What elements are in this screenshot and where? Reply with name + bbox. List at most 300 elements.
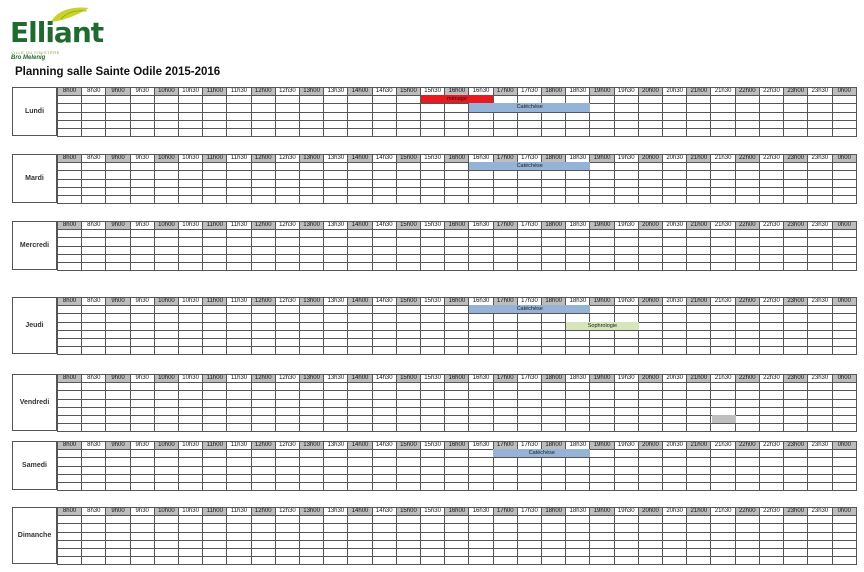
time-slot-cell[interactable] — [275, 262, 299, 270]
time-slot-cell[interactable] — [421, 128, 445, 136]
time-slot-cell[interactable] — [638, 179, 662, 187]
time-slot-cell[interactable] — [445, 246, 469, 254]
time-slot-cell[interactable] — [227, 128, 251, 136]
time-slot-cell[interactable] — [203, 230, 227, 238]
time-slot-cell[interactable] — [154, 482, 178, 490]
time-slot-cell[interactable] — [590, 104, 614, 112]
time-slot-cell[interactable] — [445, 262, 469, 270]
time-slot-cell[interactable] — [638, 450, 662, 458]
time-slot-cell[interactable] — [130, 557, 154, 565]
time-slot-cell[interactable] — [759, 524, 783, 532]
time-slot-cell[interactable] — [203, 482, 227, 490]
time-slot-cell[interactable] — [130, 195, 154, 203]
time-slot-cell[interactable] — [784, 195, 808, 203]
time-slot-cell[interactable] — [663, 466, 687, 474]
time-slot-cell[interactable] — [227, 557, 251, 565]
time-slot-cell[interactable] — [687, 391, 711, 399]
time-slot-cell[interactable] — [808, 128, 832, 136]
time-slot-cell[interactable] — [711, 195, 735, 203]
time-slot-cell[interactable] — [421, 540, 445, 548]
time-slot-cell[interactable] — [832, 415, 857, 423]
time-slot-cell[interactable] — [58, 246, 82, 254]
time-slot-cell[interactable] — [784, 246, 808, 254]
time-slot-cell[interactable] — [542, 524, 566, 532]
time-slot-cell[interactable] — [324, 246, 348, 254]
time-slot-cell[interactable] — [469, 524, 493, 532]
time-slot-cell[interactable] — [638, 314, 662, 322]
time-slot-cell[interactable] — [324, 120, 348, 128]
time-slot-cell[interactable] — [154, 104, 178, 112]
time-slot-cell[interactable] — [590, 466, 614, 474]
time-slot-cell[interactable] — [324, 163, 348, 171]
time-slot-cell[interactable] — [542, 246, 566, 254]
time-slot-cell[interactable] — [421, 322, 445, 330]
time-slot-cell[interactable] — [203, 458, 227, 466]
time-slot-cell[interactable] — [130, 306, 154, 314]
time-slot-cell[interactable] — [82, 407, 106, 415]
booking-event[interactable]: Catéchèse — [469, 305, 590, 313]
time-slot-cell[interactable] — [711, 230, 735, 238]
time-slot-cell[interactable] — [663, 338, 687, 346]
time-slot-cell[interactable] — [130, 112, 154, 120]
time-slot-cell[interactable] — [300, 246, 324, 254]
time-slot-cell[interactable] — [784, 338, 808, 346]
time-slot-cell[interactable] — [759, 466, 783, 474]
time-slot-cell[interactable] — [711, 262, 735, 270]
time-slot-cell[interactable] — [711, 540, 735, 548]
time-slot-cell[interactable] — [832, 306, 857, 314]
time-slot-cell[interactable] — [566, 474, 590, 482]
time-slot-cell[interactable] — [82, 128, 106, 136]
time-slot-cell[interactable] — [735, 391, 759, 399]
time-slot-cell[interactable] — [517, 474, 541, 482]
time-slot-cell[interactable] — [517, 540, 541, 548]
time-slot-cell[interactable] — [517, 347, 541, 355]
time-slot-cell[interactable] — [203, 238, 227, 246]
time-slot-cell[interactable] — [396, 262, 420, 270]
time-slot-cell[interactable] — [542, 120, 566, 128]
time-slot-cell[interactable] — [493, 383, 517, 391]
time-slot-cell[interactable] — [663, 104, 687, 112]
time-slot-cell[interactable] — [711, 557, 735, 565]
time-slot-cell[interactable] — [275, 347, 299, 355]
time-slot-cell[interactable] — [517, 195, 541, 203]
time-slot-cell[interactable] — [179, 532, 203, 540]
time-slot-cell[interactable] — [130, 466, 154, 474]
time-slot-cell[interactable] — [590, 383, 614, 391]
time-slot-cell[interactable] — [227, 516, 251, 524]
time-slot-cell[interactable] — [324, 482, 348, 490]
time-slot-cell[interactable] — [590, 246, 614, 254]
time-slot-cell[interactable] — [275, 466, 299, 474]
time-slot-cell[interactable] — [687, 482, 711, 490]
time-slot-cell[interactable] — [469, 338, 493, 346]
time-slot-cell[interactable] — [58, 516, 82, 524]
time-slot-cell[interactable] — [469, 347, 493, 355]
time-slot-cell[interactable] — [784, 128, 808, 136]
time-slot-cell[interactable] — [421, 262, 445, 270]
time-slot-cell[interactable] — [566, 338, 590, 346]
time-slot-cell[interactable] — [735, 383, 759, 391]
time-slot-cell[interactable] — [590, 540, 614, 548]
time-slot-cell[interactable] — [82, 482, 106, 490]
time-slot-cell[interactable] — [227, 120, 251, 128]
time-slot-cell[interactable] — [179, 254, 203, 262]
time-slot-cell[interactable] — [58, 171, 82, 179]
time-slot-cell[interactable] — [638, 128, 662, 136]
time-slot-cell[interactable] — [154, 195, 178, 203]
time-slot-cell[interactable] — [372, 314, 396, 322]
time-slot-cell[interactable] — [82, 120, 106, 128]
time-slot-cell[interactable] — [251, 120, 275, 128]
time-slot-cell[interactable] — [590, 399, 614, 407]
time-slot-cell[interactable] — [396, 383, 420, 391]
time-slot-cell[interactable] — [808, 399, 832, 407]
time-slot-cell[interactable] — [445, 314, 469, 322]
time-slot-cell[interactable] — [808, 262, 832, 270]
time-slot-cell[interactable] — [227, 238, 251, 246]
time-slot-cell[interactable] — [251, 415, 275, 423]
time-slot-cell[interactable] — [179, 466, 203, 474]
time-slot-cell[interactable] — [251, 96, 275, 104]
time-slot-cell[interactable] — [227, 330, 251, 338]
time-slot-cell[interactable] — [808, 424, 832, 432]
time-slot-cell[interactable] — [179, 399, 203, 407]
time-slot-cell[interactable] — [445, 195, 469, 203]
time-slot-cell[interactable] — [566, 112, 590, 120]
time-slot-cell[interactable] — [687, 548, 711, 556]
time-slot-cell[interactable] — [179, 415, 203, 423]
time-slot-cell[interactable] — [154, 120, 178, 128]
time-slot-cell[interactable] — [517, 171, 541, 179]
time-slot-cell[interactable] — [832, 338, 857, 346]
time-slot-cell[interactable] — [82, 163, 106, 171]
time-slot-cell[interactable] — [58, 163, 82, 171]
time-slot-cell[interactable] — [348, 254, 372, 262]
time-slot-cell[interactable] — [227, 458, 251, 466]
time-slot-cell[interactable] — [808, 195, 832, 203]
time-slot-cell[interactable] — [324, 322, 348, 330]
time-slot-cell[interactable] — [203, 128, 227, 136]
time-slot-cell[interactable] — [614, 474, 638, 482]
time-slot-cell[interactable] — [82, 383, 106, 391]
time-slot-cell[interactable] — [203, 246, 227, 254]
time-slot-cell[interactable] — [348, 415, 372, 423]
time-slot-cell[interactable] — [421, 474, 445, 482]
time-slot-cell[interactable] — [687, 540, 711, 548]
time-slot-cell[interactable] — [638, 306, 662, 314]
time-slot-cell[interactable] — [493, 516, 517, 524]
time-slot-cell[interactable] — [784, 163, 808, 171]
time-slot-cell[interactable] — [687, 246, 711, 254]
time-slot-cell[interactable] — [396, 516, 420, 524]
time-slot-cell[interactable] — [759, 163, 783, 171]
time-slot-cell[interactable] — [106, 450, 130, 458]
time-slot-cell[interactable] — [445, 450, 469, 458]
time-slot-cell[interactable] — [808, 458, 832, 466]
time-slot-cell[interactable] — [396, 171, 420, 179]
time-slot-cell[interactable] — [638, 104, 662, 112]
time-slot-cell[interactable] — [58, 482, 82, 490]
time-slot-cell[interactable] — [832, 314, 857, 322]
time-slot-cell[interactable] — [251, 516, 275, 524]
time-slot-cell[interactable] — [614, 482, 638, 490]
time-slot-cell[interactable] — [275, 407, 299, 415]
time-slot-cell[interactable] — [275, 104, 299, 112]
time-slot-cell[interactable] — [784, 466, 808, 474]
time-slot-cell[interactable] — [663, 171, 687, 179]
time-slot-cell[interactable] — [130, 246, 154, 254]
time-slot-cell[interactable] — [58, 230, 82, 238]
time-slot-cell[interactable] — [275, 187, 299, 195]
time-slot-cell[interactable] — [542, 407, 566, 415]
time-slot-cell[interactable] — [82, 254, 106, 262]
time-slot-cell[interactable] — [58, 524, 82, 532]
time-slot-cell[interactable] — [614, 128, 638, 136]
time-slot-cell[interactable] — [227, 322, 251, 330]
time-slot-cell[interactable] — [82, 230, 106, 238]
time-slot-cell[interactable] — [106, 230, 130, 238]
time-slot-cell[interactable] — [808, 338, 832, 346]
time-slot-cell[interactable] — [300, 187, 324, 195]
time-slot-cell[interactable] — [517, 128, 541, 136]
time-slot-cell[interactable] — [203, 187, 227, 195]
time-slot-cell[interactable] — [638, 415, 662, 423]
time-slot-cell[interactable] — [348, 314, 372, 322]
time-slot-cell[interactable] — [372, 322, 396, 330]
time-slot-cell[interactable] — [227, 540, 251, 548]
time-slot-cell[interactable] — [300, 338, 324, 346]
time-slot-cell[interactable] — [832, 466, 857, 474]
time-slot-cell[interactable] — [275, 314, 299, 322]
time-slot-cell[interactable] — [227, 407, 251, 415]
time-slot-cell[interactable] — [82, 179, 106, 187]
time-slot-cell[interactable] — [663, 254, 687, 262]
time-slot-cell[interactable] — [58, 96, 82, 104]
time-slot-cell[interactable] — [372, 262, 396, 270]
time-slot-cell[interactable] — [203, 474, 227, 482]
time-slot-cell[interactable] — [106, 557, 130, 565]
time-slot-cell[interactable] — [735, 524, 759, 532]
time-slot-cell[interactable] — [396, 187, 420, 195]
time-slot-cell[interactable] — [372, 383, 396, 391]
time-slot-cell[interactable] — [711, 424, 735, 432]
time-slot-cell[interactable] — [58, 548, 82, 556]
time-slot-cell[interactable] — [300, 548, 324, 556]
time-slot-cell[interactable] — [372, 96, 396, 104]
time-slot-cell[interactable] — [421, 391, 445, 399]
time-slot-cell[interactable] — [275, 548, 299, 556]
time-slot-cell[interactable] — [517, 458, 541, 466]
time-slot-cell[interactable] — [130, 96, 154, 104]
time-slot-cell[interactable] — [711, 246, 735, 254]
time-slot-cell[interactable] — [179, 306, 203, 314]
time-slot-cell[interactable] — [421, 347, 445, 355]
time-slot-cell[interactable] — [711, 474, 735, 482]
time-slot-cell[interactable] — [130, 171, 154, 179]
time-slot-cell[interactable] — [832, 163, 857, 171]
time-slot-cell[interactable] — [300, 450, 324, 458]
time-slot-cell[interactable] — [227, 338, 251, 346]
time-slot-cell[interactable] — [735, 466, 759, 474]
time-slot-cell[interactable] — [396, 524, 420, 532]
time-slot-cell[interactable] — [251, 458, 275, 466]
time-slot-cell[interactable] — [784, 171, 808, 179]
time-slot-cell[interactable] — [324, 347, 348, 355]
time-slot-cell[interactable] — [300, 474, 324, 482]
time-slot-cell[interactable] — [469, 516, 493, 524]
time-slot-cell[interactable] — [58, 474, 82, 482]
time-slot-cell[interactable] — [832, 532, 857, 540]
time-slot-cell[interactable] — [445, 383, 469, 391]
time-slot-cell[interactable] — [735, 306, 759, 314]
time-slot-cell[interactable] — [614, 262, 638, 270]
time-slot-cell[interactable] — [638, 474, 662, 482]
time-slot-cell[interactable] — [493, 238, 517, 246]
time-slot-cell[interactable] — [154, 466, 178, 474]
time-slot-cell[interactable] — [251, 128, 275, 136]
time-slot-cell[interactable] — [203, 557, 227, 565]
time-slot-cell[interactable] — [154, 238, 178, 246]
time-slot-cell[interactable] — [82, 548, 106, 556]
time-slot-cell[interactable] — [445, 238, 469, 246]
time-slot-cell[interactable] — [784, 187, 808, 195]
time-slot-cell[interactable] — [396, 548, 420, 556]
time-slot-cell[interactable] — [759, 450, 783, 458]
time-slot-cell[interactable] — [251, 163, 275, 171]
time-slot-cell[interactable] — [614, 254, 638, 262]
time-slot-cell[interactable] — [663, 424, 687, 432]
time-slot-cell[interactable] — [687, 338, 711, 346]
time-slot-cell[interactable] — [493, 415, 517, 423]
time-slot-cell[interactable] — [566, 195, 590, 203]
time-slot-cell[interactable] — [154, 458, 178, 466]
time-slot-cell[interactable] — [808, 96, 832, 104]
time-slot-cell[interactable] — [808, 246, 832, 254]
time-slot-cell[interactable] — [275, 171, 299, 179]
time-slot-cell[interactable] — [687, 262, 711, 270]
time-slot-cell[interactable] — [251, 262, 275, 270]
time-slot-cell[interactable] — [735, 230, 759, 238]
time-slot-cell[interactable] — [421, 330, 445, 338]
time-slot-cell[interactable] — [106, 458, 130, 466]
time-slot-cell[interactable] — [275, 322, 299, 330]
time-slot-cell[interactable] — [227, 466, 251, 474]
time-slot-cell[interactable] — [58, 187, 82, 195]
time-slot-cell[interactable] — [493, 532, 517, 540]
time-slot-cell[interactable] — [445, 424, 469, 432]
time-slot-cell[interactable] — [687, 424, 711, 432]
time-slot-cell[interactable] — [638, 195, 662, 203]
time-slot-cell[interactable] — [275, 540, 299, 548]
time-slot-cell[interactable] — [469, 407, 493, 415]
time-slot-cell[interactable] — [300, 391, 324, 399]
time-slot-cell[interactable] — [324, 330, 348, 338]
booking-event[interactable]: Catéchèse — [469, 103, 590, 111]
time-slot-cell[interactable] — [106, 262, 130, 270]
time-slot-cell[interactable] — [227, 112, 251, 120]
time-slot-cell[interactable] — [832, 540, 857, 548]
time-slot-cell[interactable] — [300, 532, 324, 540]
time-slot-cell[interactable] — [227, 96, 251, 104]
time-slot-cell[interactable] — [300, 262, 324, 270]
time-slot-cell[interactable] — [590, 238, 614, 246]
time-slot-cell[interactable] — [396, 474, 420, 482]
time-slot-cell[interactable] — [469, 383, 493, 391]
time-slot-cell[interactable] — [396, 424, 420, 432]
time-slot-cell[interactable] — [275, 230, 299, 238]
time-slot-cell[interactable] — [614, 466, 638, 474]
time-slot-cell[interactable] — [638, 466, 662, 474]
time-slot-cell[interactable] — [493, 399, 517, 407]
time-slot-cell[interactable] — [784, 557, 808, 565]
time-slot-cell[interactable] — [808, 383, 832, 391]
time-slot-cell[interactable] — [663, 474, 687, 482]
time-slot-cell[interactable] — [832, 187, 857, 195]
time-slot-cell[interactable] — [663, 532, 687, 540]
time-slot-cell[interactable] — [614, 306, 638, 314]
time-slot-cell[interactable] — [469, 128, 493, 136]
time-slot-cell[interactable] — [784, 238, 808, 246]
time-slot-cell[interactable] — [784, 548, 808, 556]
time-slot-cell[interactable] — [251, 171, 275, 179]
time-slot-cell[interactable] — [372, 482, 396, 490]
time-slot-cell[interactable] — [542, 474, 566, 482]
time-slot-cell[interactable] — [735, 407, 759, 415]
time-slot-cell[interactable] — [179, 128, 203, 136]
time-slot-cell[interactable] — [445, 548, 469, 556]
time-slot-cell[interactable] — [130, 314, 154, 322]
time-slot-cell[interactable] — [106, 424, 130, 432]
time-slot-cell[interactable] — [663, 557, 687, 565]
time-slot-cell[interactable] — [203, 120, 227, 128]
time-slot-cell[interactable] — [517, 112, 541, 120]
time-slot-cell[interactable] — [759, 238, 783, 246]
time-slot-cell[interactable] — [227, 230, 251, 238]
time-slot-cell[interactable] — [372, 540, 396, 548]
time-slot-cell[interactable] — [179, 120, 203, 128]
time-slot-cell[interactable] — [711, 179, 735, 187]
time-slot-cell[interactable] — [832, 128, 857, 136]
time-slot-cell[interactable] — [82, 474, 106, 482]
time-slot-cell[interactable] — [421, 120, 445, 128]
time-slot-cell[interactable] — [106, 96, 130, 104]
time-slot-cell[interactable] — [179, 524, 203, 532]
time-slot-cell[interactable] — [421, 383, 445, 391]
time-slot-cell[interactable] — [638, 540, 662, 548]
time-slot-cell[interactable] — [227, 314, 251, 322]
time-slot-cell[interactable] — [300, 347, 324, 355]
time-slot-cell[interactable] — [687, 112, 711, 120]
time-slot-cell[interactable] — [663, 179, 687, 187]
time-slot-cell[interactable] — [784, 399, 808, 407]
time-slot-cell[interactable] — [493, 120, 517, 128]
time-slot-cell[interactable] — [808, 322, 832, 330]
time-slot-cell[interactable] — [445, 330, 469, 338]
time-slot-cell[interactable] — [566, 187, 590, 195]
time-slot-cell[interactable] — [154, 474, 178, 482]
time-slot-cell[interactable] — [179, 238, 203, 246]
time-slot-cell[interactable] — [517, 314, 541, 322]
time-slot-cell[interactable] — [469, 171, 493, 179]
time-slot-cell[interactable] — [324, 548, 348, 556]
time-slot-cell[interactable] — [275, 179, 299, 187]
time-slot-cell[interactable] — [590, 262, 614, 270]
time-slot-cell[interactable] — [735, 238, 759, 246]
time-slot-cell[interactable] — [517, 330, 541, 338]
time-slot-cell[interactable] — [300, 399, 324, 407]
time-slot-cell[interactable] — [58, 458, 82, 466]
